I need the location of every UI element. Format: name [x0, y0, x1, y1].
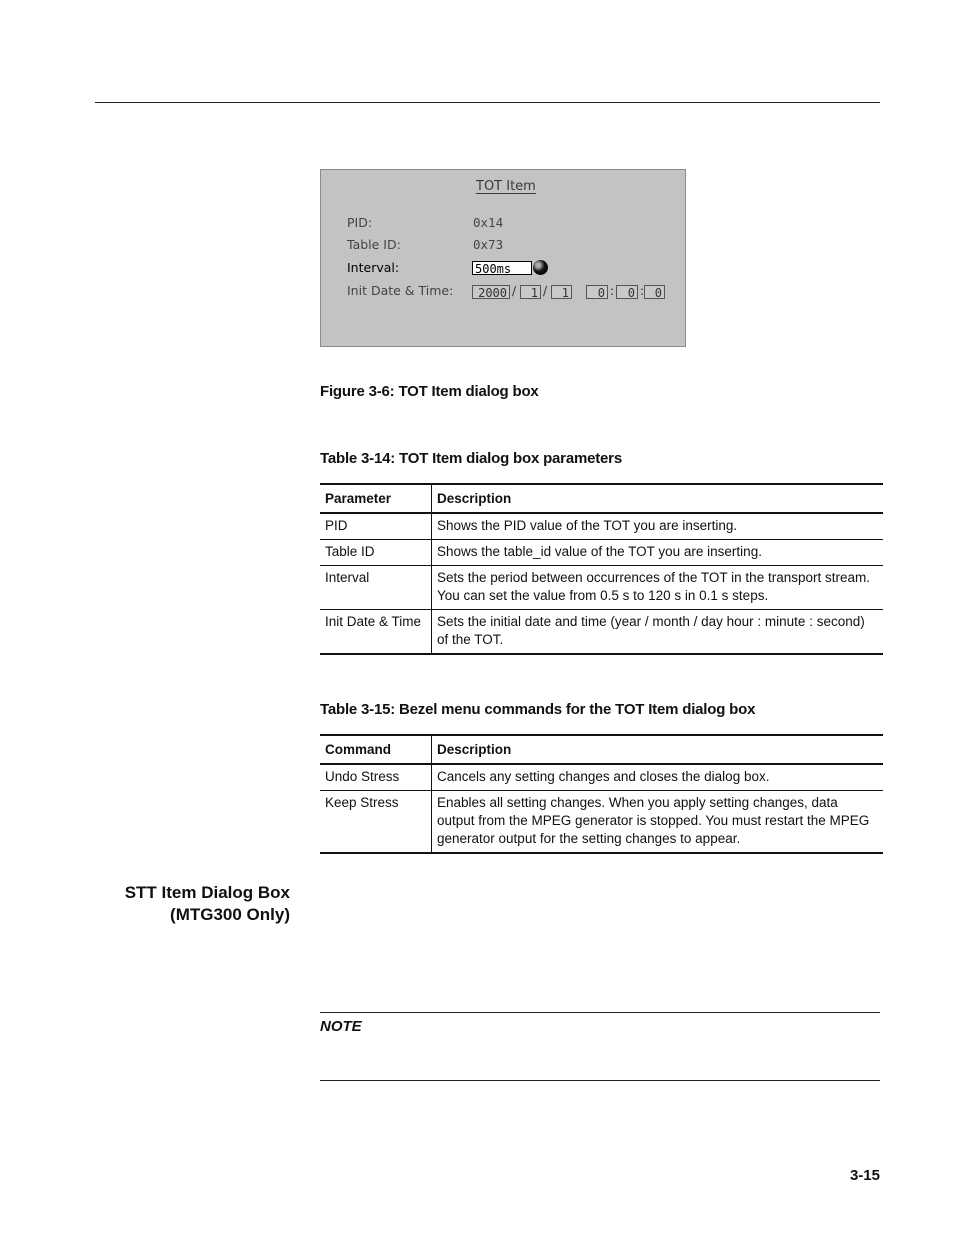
section-heading — [125, 882, 290, 926]
command-cell: Keep Stress — [320, 791, 432, 854]
section-heading-line2: (MTG300 Only) — [170, 905, 290, 924]
parameter-cell: PID — [320, 513, 432, 540]
table-row — [320, 513, 883, 540]
date-separator: / — [543, 284, 548, 298]
description-cell: Sets the initial date and time (year / month / day hour : minute : second) of the TOT. — [437, 614, 865, 647]
table1-caption: Table 3-14: TOT Item dialog box parameters — [320, 450, 622, 467]
year-field[interactable]: 2000 — [472, 285, 510, 299]
dialog-title: TOT Item — [476, 179, 536, 194]
figure-caption: Figure 3-6: TOT Item dialog box — [320, 383, 539, 400]
parameter-cell: Init Date & Time — [320, 610, 432, 655]
parameter-cell: Interval — [320, 566, 432, 610]
parameter-cell: Table ID — [320, 540, 432, 566]
table2-caption: Table 3-15: Bezel menu commands for the TOT Item dialog box — [320, 701, 756, 718]
description-cell: Sets the period between occurrences of the TOT in the transport stream. You can set the value from 0.5 s to 120 s in 0.1 s steps. — [437, 570, 870, 603]
section-heading-line1: STT Item Dialog Box — [124, 883, 290, 902]
table-row — [320, 566, 883, 610]
init-date-time-label: Init Date & Time: — [347, 283, 454, 298]
note-bottom-rule — [320, 1080, 880, 1081]
column-header: Parameter — [320, 484, 432, 513]
day-field[interactable]: 1 — [551, 285, 572, 299]
tot-item-dialog — [320, 169, 686, 347]
time-separator: : — [610, 284, 615, 298]
hour-field[interactable]: 0 — [586, 285, 608, 299]
header-rule — [95, 102, 880, 103]
description-cell: Shows the table_id value of the TOT you are inserting. — [437, 544, 762, 559]
column-header: Description — [437, 491, 512, 506]
pid-value: 0x14 — [473, 215, 504, 230]
description-cell: Cancels any setting changes and closes the dialog box. — [437, 769, 770, 784]
table-id-label: Table ID: — [347, 237, 401, 252]
table-header-row — [320, 484, 883, 513]
table-row — [320, 610, 883, 655]
date-separator: / — [512, 284, 517, 298]
description-cell: Enables all setting changes. When you apply setting changes, data output from the MPEG generator is stopped. You must restart the MPEG generator output for the setting changes to appear. — [437, 795, 870, 846]
bezel-commands-table — [320, 734, 883, 854]
note-label: NOTE — [320, 1018, 362, 1035]
parameters-table — [320, 483, 883, 655]
table-row — [320, 540, 883, 566]
column-header: Description — [437, 742, 512, 757]
page-number: 3-15 — [849, 1167, 880, 1184]
note-top-rule — [320, 1012, 880, 1013]
command-cell: Undo Stress — [320, 764, 432, 791]
table-row — [320, 791, 883, 854]
knob-icon — [533, 260, 548, 275]
time-separator: : — [640, 284, 645, 298]
description-cell: Shows the PID value of the TOT you are inserting. — [437, 518, 738, 533]
pid-label: PID: — [347, 215, 373, 230]
table-id-value: 0x73 — [473, 237, 504, 252]
interval-field[interactable]: 500ms — [472, 261, 532, 275]
second-field[interactable]: 0 — [644, 285, 665, 299]
table-row — [320, 764, 883, 791]
table-header-row — [320, 735, 883, 764]
column-header: Command — [320, 735, 432, 764]
month-field[interactable]: 1 — [520, 285, 541, 299]
interval-label: Interval: — [347, 260, 400, 275]
minute-field[interactable]: 0 — [616, 285, 638, 299]
